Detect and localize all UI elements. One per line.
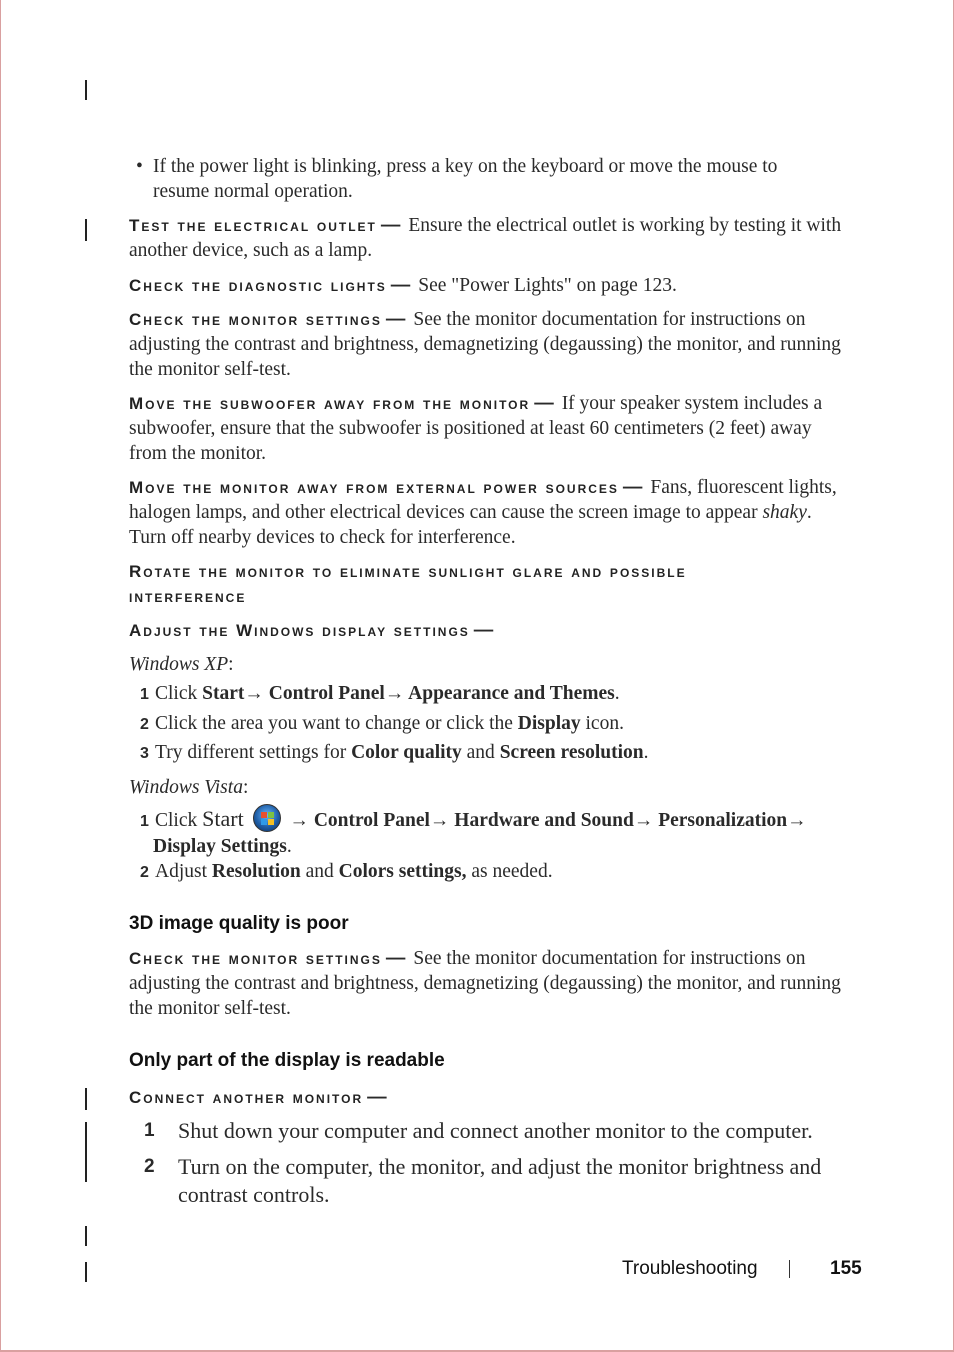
- run-in-heading: interference: [129, 587, 247, 606]
- step-text: and: [300, 861, 339, 882]
- ui-term: Display Settings: [153, 836, 287, 857]
- bullet-symbol: •: [136, 156, 143, 177]
- heading-dash: —: [385, 947, 406, 969]
- arrow-icon: →: [384, 683, 405, 704]
- paragraph-subwoofer: [129, 391, 853, 466]
- heading-dash: —: [534, 392, 554, 414]
- paragraph-adjust-windows: [129, 618, 853, 643]
- os-label: Windows XP: [129, 654, 229, 675]
- heading-dash: —: [367, 1086, 387, 1108]
- step-text: icon.: [580, 713, 624, 734]
- step-text: Turn on the computer, the monitor, and adjust the monitor brightness and contrast controls.: [178, 1154, 822, 1207]
- ui-term: Appearance and Themes: [404, 683, 615, 704]
- change-bar: [85, 219, 87, 241]
- paragraph-text: If your speaker system includes a subwoofer, ensure that the subwoofer is positioned at least 60 centimeters (2 feet) away from the monitor.: [129, 393, 823, 464]
- step-number: 2: [144, 1156, 155, 1177]
- section-title: Only part of the display is readable: [129, 1050, 445, 1071]
- paragraph-test-outlet: [129, 213, 853, 263]
- step-number: 1: [140, 813, 149, 830]
- os-label: Windows Vista: [129, 777, 243, 798]
- section-title: 3D image quality is poor: [129, 913, 349, 934]
- footer-section-name: Troubleshooting: [622, 1258, 758, 1279]
- ui-term: Control Panel: [263, 683, 385, 704]
- paragraph-3d-monitor-settings: [129, 946, 853, 1021]
- run-in-heading: Test the electrical outlet: [129, 216, 377, 235]
- ui-term: Start: [202, 806, 244, 831]
- paragraph-text: See the monitor documentation for instructions on adjusting the contrast and brightness, demagnetizing (degaussing) the monitor, and running the monitor self-test.: [129, 309, 841, 380]
- numbered-step: [144, 1153, 856, 1209]
- run-in-heading: Check the monitor settings: [129, 949, 382, 968]
- xp-step: [140, 681, 864, 707]
- ui-term: Personalization: [653, 810, 788, 831]
- ui-term: Hardware and Sound: [449, 810, 634, 831]
- numbered-step: [144, 1117, 856, 1145]
- step-text: and: [461, 742, 500, 763]
- paragraph-text: See the monitor documentation for instructions on adjusting the contrast and brightness, demagnetizing (degaussing) the monitor, and running the monitor self-test.: [129, 948, 841, 1019]
- paragraph-connect-monitor: [129, 1085, 853, 1110]
- arrow-icon: →: [244, 683, 264, 704]
- bullet-line: If the power light is blinking, press a key on the keyboard or move the mouse to: [153, 156, 778, 177]
- paragraph-rotate-monitor: [129, 559, 853, 609]
- step-number: 1: [144, 1120, 155, 1141]
- ui-term: Resolution: [211, 861, 301, 882]
- paragraph-monitor-settings: [129, 307, 853, 382]
- logo-quadrant: [268, 812, 274, 818]
- logo-quadrant: [261, 812, 267, 818]
- italic-word: shaky: [762, 502, 807, 523]
- ui-term: Screen resolution: [499, 742, 644, 763]
- bullet-item: [153, 154, 853, 204]
- change-bar: [85, 80, 87, 100]
- step-text: .: [614, 683, 620, 704]
- step-text: Click: [155, 810, 203, 831]
- windows-start-orb-icon: [253, 804, 281, 832]
- step-text: Shut down your computer and connect another monitor to the computer.: [178, 1118, 813, 1143]
- run-in-heading: Check the diagnostic lights: [129, 276, 387, 295]
- page-number: 155: [830, 1258, 862, 1279]
- change-bar: [85, 1088, 87, 1110]
- arrow-icon: →: [429, 810, 450, 831]
- ui-term: Display: [517, 713, 581, 734]
- heading-dash: —: [385, 308, 406, 330]
- arrow-icon: →: [787, 810, 807, 831]
- change-bar: [85, 1262, 87, 1282]
- run-in-heading: Adjust the Windows display settings: [129, 621, 470, 640]
- change-bar: [85, 1226, 87, 1246]
- vista-step: [140, 804, 820, 859]
- run-in-heading: Move the subwoofer away from the monitor: [129, 394, 531, 413]
- step-text: .: [643, 742, 649, 763]
- step-text: .: [286, 836, 292, 857]
- vista-step: [140, 859, 864, 885]
- run-in-heading: Check the monitor settings: [129, 310, 382, 329]
- step-text: Try different settings for: [155, 742, 352, 763]
- footer-separator: [789, 1260, 790, 1278]
- run-in-heading: Rotate the monitor to eliminate sunlight glare and possible: [129, 562, 687, 581]
- os-label-colon: :: [228, 654, 234, 675]
- heading-dash: —: [622, 476, 643, 498]
- step-text: Click: [155, 683, 203, 704]
- step-text: Click the area you want to change or click the: [155, 713, 518, 734]
- heading-dash: —: [380, 214, 401, 236]
- page-edge-left: [0, 0, 1, 1352]
- ui-term: Color quality: [351, 742, 462, 763]
- ui-term: Start: [202, 683, 245, 704]
- run-in-heading: Move the monitor away from external power sources: [129, 478, 619, 497]
- xp-step: [140, 740, 864, 766]
- run-in-heading: Connect another monitor: [129, 1088, 364, 1107]
- ui-term: Colors settings,: [338, 861, 467, 882]
- step-number: 2: [140, 864, 149, 881]
- paragraph-text: Fans, fluorescent lights, halogen lamps, and other electrical devices can cause the screen image to appear: [129, 477, 837, 523]
- paragraph-external-power: [129, 475, 853, 550]
- logo-quadrant: [261, 819, 267, 825]
- heading-dash: —: [390, 274, 411, 296]
- paragraph-text: See "Power Lights" on page 123.: [418, 275, 677, 296]
- bullet-line: resume normal operation.: [153, 181, 353, 202]
- heading-dash: —: [473, 619, 494, 641]
- step-number: 3: [140, 745, 149, 762]
- step-number: 2: [140, 716, 149, 733]
- step-number: 1: [140, 686, 149, 703]
- windows-xp-label: [129, 652, 853, 677]
- step-text: Adjust: [155, 861, 212, 882]
- arrow-icon: →: [633, 810, 654, 831]
- paragraph-text: . Turn off nearby devices to check for interference.: [129, 502, 812, 548]
- arrow-icon: →: [289, 810, 309, 831]
- paragraph-diagnostic-lights: [129, 273, 853, 298]
- os-label-colon: :: [242, 777, 249, 798]
- ui-term: Control Panel: [313, 810, 430, 831]
- paragraph-text: Ensure the electrical outlet is working by testing it with another device, such as a lamp.: [129, 215, 842, 261]
- xp-step: [140, 711, 864, 737]
- change-bar: [85, 1122, 87, 1182]
- windows-vista-label: [129, 775, 853, 800]
- logo-quadrant: [268, 819, 274, 825]
- step-text: as needed.: [466, 861, 553, 882]
